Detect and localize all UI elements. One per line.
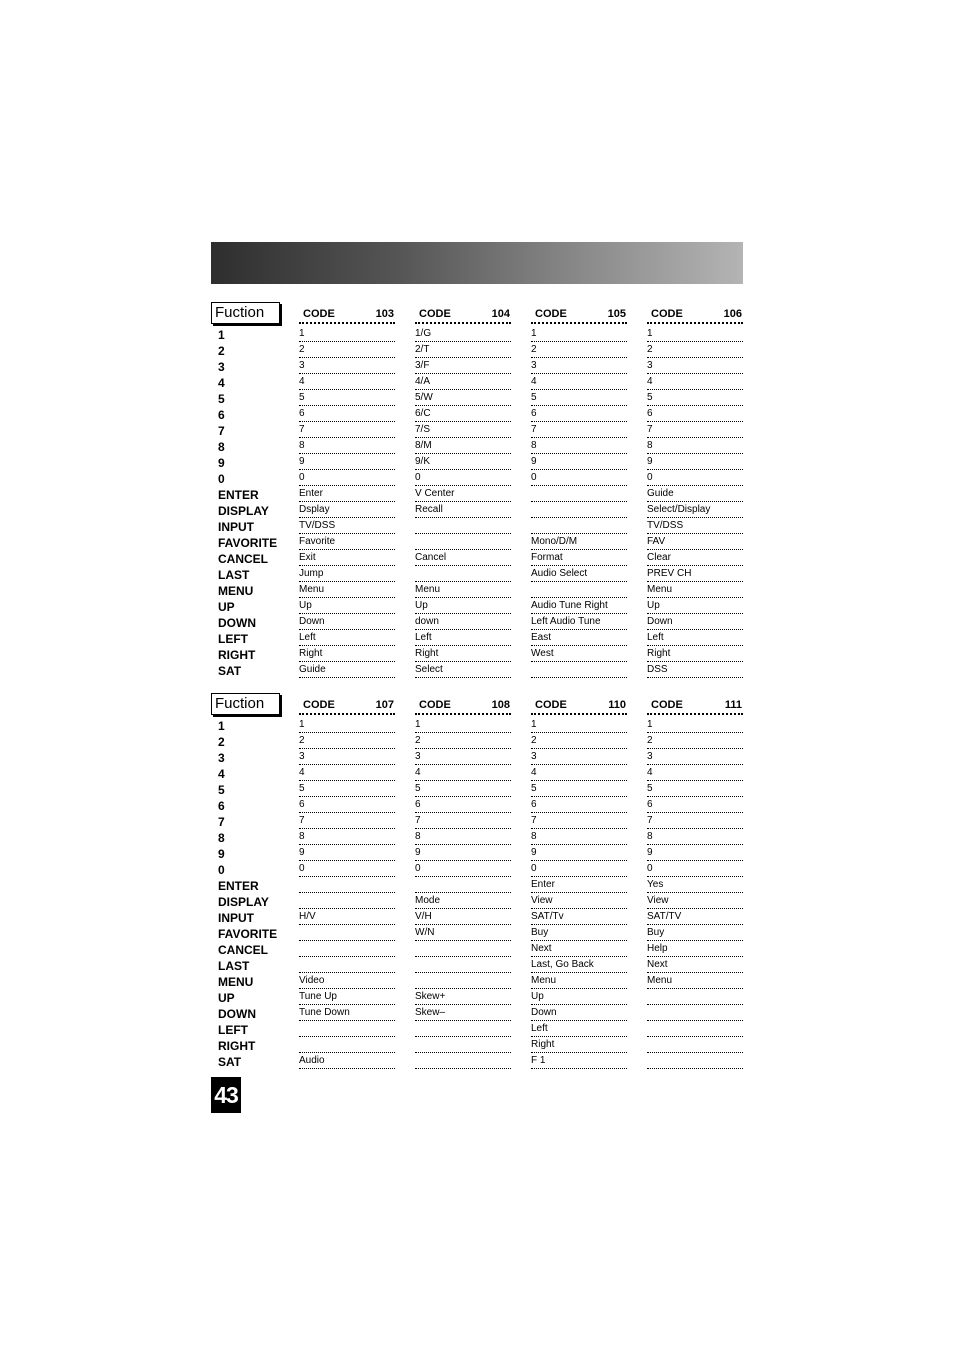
function-label: ENTER bbox=[218, 488, 259, 502]
function-label: DISPLAY bbox=[218, 504, 269, 518]
code-cell: 3 bbox=[299, 358, 395, 374]
code-cell: 1 bbox=[415, 717, 511, 733]
code-cell bbox=[415, 534, 511, 550]
code-cell: W/N bbox=[415, 925, 511, 941]
code-cell: 8 bbox=[531, 438, 627, 454]
code-cell: 8 bbox=[415, 829, 511, 845]
code-cell: 5 bbox=[647, 781, 743, 797]
code-cell: 2 bbox=[531, 342, 627, 358]
code-number: 107 bbox=[375, 699, 394, 711]
code-cell: Left bbox=[415, 630, 511, 646]
code-cell: Clear bbox=[647, 550, 743, 566]
function-label: FAVORITE bbox=[218, 536, 278, 550]
code-cell: 1 bbox=[531, 326, 627, 342]
code-cell: Skew– bbox=[415, 1005, 511, 1021]
function-label: CANCEL bbox=[218, 943, 268, 957]
code-cell: Recall bbox=[415, 502, 511, 518]
code-cell: Down bbox=[531, 1005, 627, 1021]
code-table-section-1 bbox=[211, 302, 744, 682]
code-cell: 5 bbox=[415, 781, 511, 797]
code-cell: East bbox=[531, 630, 627, 646]
function-header: Fuction bbox=[211, 693, 280, 715]
code-cell: Left bbox=[299, 630, 395, 646]
code-cell: Video bbox=[299, 973, 395, 989]
code-cell: 8 bbox=[647, 829, 743, 845]
code-cell: 7 bbox=[415, 813, 511, 829]
code-cell: West bbox=[531, 646, 627, 662]
function-label: 4 bbox=[218, 767, 225, 781]
code-cell: 9/K bbox=[415, 454, 511, 470]
code-cell: 5 bbox=[299, 390, 395, 406]
function-label: SAT bbox=[218, 664, 242, 678]
code-cell: Menu bbox=[415, 582, 511, 598]
code-cell bbox=[415, 1053, 511, 1069]
code-cell bbox=[647, 1005, 743, 1021]
code-cell: 5 bbox=[647, 390, 743, 406]
function-label: 1 bbox=[218, 328, 225, 342]
function-label: DOWN bbox=[218, 616, 256, 630]
code-cell: 6 bbox=[531, 406, 627, 422]
code-cell: 4 bbox=[415, 765, 511, 781]
code-cell bbox=[299, 1037, 395, 1053]
code-cell: Right bbox=[531, 1037, 627, 1053]
code-cell bbox=[299, 877, 395, 893]
function-label: FAVORITE bbox=[218, 927, 278, 941]
code-label: CODE bbox=[419, 308, 451, 320]
function-label: UP bbox=[218, 600, 235, 614]
function-label: INPUT bbox=[218, 911, 254, 925]
code-label: CODE bbox=[419, 699, 451, 711]
function-label: MENU bbox=[218, 975, 254, 989]
code-column-header bbox=[531, 306, 627, 324]
code-cell: Dsplay bbox=[299, 502, 395, 518]
code-cell: 2/T bbox=[415, 342, 511, 358]
code-cell: Tune Up bbox=[299, 989, 395, 1005]
function-label: 7 bbox=[218, 815, 225, 829]
code-cell: Help bbox=[647, 941, 743, 957]
code-cell: Audio bbox=[299, 1053, 395, 1069]
code-cell: 1 bbox=[299, 326, 395, 342]
function-label: DOWN bbox=[218, 1007, 256, 1021]
code-cell: FAV bbox=[647, 534, 743, 550]
page-number: 43 bbox=[211, 1077, 241, 1113]
function-label: 9 bbox=[218, 847, 225, 861]
code-cell: Last, Go Back bbox=[531, 957, 627, 973]
code-cell: 4 bbox=[647, 765, 743, 781]
code-cell: 8 bbox=[531, 829, 627, 845]
code-number: 104 bbox=[491, 308, 510, 320]
code-cell bbox=[531, 486, 627, 502]
code-cell: 3 bbox=[647, 358, 743, 374]
code-cell: 2 bbox=[647, 733, 743, 749]
function-label: UP bbox=[218, 991, 235, 1005]
code-cell: Left bbox=[531, 1021, 627, 1037]
code-cell bbox=[415, 877, 511, 893]
function-header: Fuction bbox=[211, 302, 280, 324]
function-label: RIGHT bbox=[218, 648, 256, 662]
function-label: 5 bbox=[218, 783, 225, 797]
code-cell: Format bbox=[531, 550, 627, 566]
code-cell: 9 bbox=[299, 454, 395, 470]
function-label: LAST bbox=[218, 568, 250, 582]
code-cell: 1 bbox=[531, 717, 627, 733]
code-cell: TV/DSS bbox=[299, 518, 395, 534]
code-cell: Next bbox=[647, 957, 743, 973]
code-cell bbox=[531, 582, 627, 598]
function-label: 6 bbox=[218, 408, 225, 422]
code-cell: 9 bbox=[415, 845, 511, 861]
code-cell: Jump bbox=[299, 566, 395, 582]
code-cell: 7 bbox=[647, 813, 743, 829]
code-column-header bbox=[415, 697, 511, 715]
code-column-header bbox=[299, 306, 395, 324]
function-label: 2 bbox=[218, 344, 225, 358]
function-label: 0 bbox=[218, 472, 225, 486]
code-number: 105 bbox=[607, 308, 626, 320]
code-cell: 4 bbox=[531, 765, 627, 781]
code-cell: Buy bbox=[647, 925, 743, 941]
code-cell: 4 bbox=[531, 374, 627, 390]
code-column-header bbox=[647, 306, 743, 324]
code-cell: F 1 bbox=[531, 1053, 627, 1069]
code-cell: 7/S bbox=[415, 422, 511, 438]
code-cell: 4 bbox=[299, 374, 395, 390]
function-label: 8 bbox=[218, 440, 225, 454]
code-cell: 4 bbox=[647, 374, 743, 390]
code-cell: 3 bbox=[531, 749, 627, 765]
code-cell: 6 bbox=[299, 797, 395, 813]
code-cell: 1 bbox=[647, 717, 743, 733]
code-cell: Tune Down bbox=[299, 1005, 395, 1021]
code-cell: 7 bbox=[531, 813, 627, 829]
function-label: 4 bbox=[218, 376, 225, 390]
function-label: 6 bbox=[218, 799, 225, 813]
function-label: 9 bbox=[218, 456, 225, 470]
code-cell: 4 bbox=[299, 765, 395, 781]
code-cell: 5 bbox=[531, 390, 627, 406]
code-cell bbox=[415, 957, 511, 973]
code-cell: Right bbox=[647, 646, 743, 662]
code-cell: V/H bbox=[415, 909, 511, 925]
code-label: CODE bbox=[535, 699, 567, 711]
code-cell: 8/M bbox=[415, 438, 511, 454]
code-cell: 0 bbox=[299, 470, 395, 486]
function-label: 5 bbox=[218, 392, 225, 406]
function-label: 2 bbox=[218, 735, 225, 749]
code-number: 108 bbox=[491, 699, 510, 711]
code-cell: View bbox=[647, 893, 743, 909]
code-cell bbox=[647, 989, 743, 1005]
code-cell: 6/C bbox=[415, 406, 511, 422]
code-cell: Down bbox=[299, 614, 395, 630]
code-cell: SAT/Tv bbox=[531, 909, 627, 925]
code-cell: TV/DSS bbox=[647, 518, 743, 534]
code-cell: PREV CH bbox=[647, 566, 743, 582]
code-label: CODE bbox=[303, 699, 335, 711]
function-label: 3 bbox=[218, 360, 225, 374]
code-cell: H/V bbox=[299, 909, 395, 925]
code-cell: Up bbox=[647, 598, 743, 614]
code-label: CODE bbox=[651, 308, 683, 320]
code-cell: 9 bbox=[531, 454, 627, 470]
code-column-header bbox=[531, 697, 627, 715]
code-cell bbox=[299, 1021, 395, 1037]
code-cell: 2 bbox=[299, 342, 395, 358]
code-cell bbox=[415, 518, 511, 534]
code-cell: 7 bbox=[299, 422, 395, 438]
code-cell: Left bbox=[647, 630, 743, 646]
function-label: 3 bbox=[218, 751, 225, 765]
code-cell: 9 bbox=[531, 845, 627, 861]
code-cell: 8 bbox=[299, 438, 395, 454]
code-cell: Skew+ bbox=[415, 989, 511, 1005]
code-cell bbox=[531, 662, 627, 678]
function-label: 7 bbox=[218, 424, 225, 438]
code-cell bbox=[647, 1021, 743, 1037]
code-cell bbox=[415, 566, 511, 582]
code-column-header bbox=[647, 697, 743, 715]
code-cell: Up bbox=[299, 598, 395, 614]
function-label: SAT bbox=[218, 1055, 242, 1069]
function-label: LEFT bbox=[218, 632, 248, 646]
code-cell: Favorite bbox=[299, 534, 395, 550]
code-cell: 5 bbox=[299, 781, 395, 797]
function-label: INPUT bbox=[218, 520, 254, 534]
code-cell: Menu bbox=[647, 973, 743, 989]
code-cell: 9 bbox=[299, 845, 395, 861]
code-label: CODE bbox=[535, 308, 567, 320]
code-cell: down bbox=[415, 614, 511, 630]
code-number: 110 bbox=[608, 699, 626, 711]
code-cell bbox=[415, 1037, 511, 1053]
code-cell bbox=[299, 941, 395, 957]
code-cell: Yes bbox=[647, 877, 743, 893]
code-cell: 6 bbox=[299, 406, 395, 422]
code-cell bbox=[531, 518, 627, 534]
code-cell: 9 bbox=[647, 454, 743, 470]
code-cell bbox=[299, 957, 395, 973]
code-cell: Guide bbox=[299, 662, 395, 678]
code-cell bbox=[531, 502, 627, 518]
code-cell bbox=[647, 1053, 743, 1069]
code-cell: DSS bbox=[647, 662, 743, 678]
function-label: 0 bbox=[218, 863, 225, 877]
code-number: 103 bbox=[375, 308, 394, 320]
code-cell: 4/A bbox=[415, 374, 511, 390]
code-cell: V Center bbox=[415, 486, 511, 502]
code-cell: Guide bbox=[647, 486, 743, 502]
function-label: MENU bbox=[218, 584, 254, 598]
code-cell: Menu bbox=[531, 973, 627, 989]
code-cell: Menu bbox=[299, 582, 395, 598]
code-number: 106 bbox=[723, 308, 742, 320]
code-cell: 9 bbox=[647, 845, 743, 861]
code-cell: Up bbox=[415, 598, 511, 614]
code-cell: 5 bbox=[531, 781, 627, 797]
code-cell: 0 bbox=[415, 470, 511, 486]
code-cell: Audio Tune Right bbox=[531, 598, 627, 614]
code-cell: Select bbox=[415, 662, 511, 678]
function-label: 8 bbox=[218, 831, 225, 845]
code-cell: 7 bbox=[647, 422, 743, 438]
code-cell: 3 bbox=[531, 358, 627, 374]
code-cell: Right bbox=[415, 646, 511, 662]
code-column-header bbox=[299, 697, 395, 715]
code-cell: 6 bbox=[415, 797, 511, 813]
code-cell: 6 bbox=[531, 797, 627, 813]
code-cell: 0 bbox=[299, 861, 395, 877]
code-cell: 0 bbox=[531, 470, 627, 486]
code-cell: 7 bbox=[531, 422, 627, 438]
code-cell: Mono/D/M bbox=[531, 534, 627, 550]
code-cell: Buy bbox=[531, 925, 627, 941]
code-cell: 1 bbox=[647, 326, 743, 342]
code-cell: 8 bbox=[647, 438, 743, 454]
code-cell: 0 bbox=[647, 861, 743, 877]
code-cell bbox=[299, 925, 395, 941]
code-column-header bbox=[415, 306, 511, 324]
code-label: CODE bbox=[651, 699, 683, 711]
code-cell: Audio Select bbox=[531, 566, 627, 582]
code-cell: 2 bbox=[647, 342, 743, 358]
code-cell: 0 bbox=[647, 470, 743, 486]
code-cell: 7 bbox=[299, 813, 395, 829]
code-cell: 0 bbox=[531, 861, 627, 877]
header-bar bbox=[211, 242, 743, 284]
code-cell: Left Audio Tune bbox=[531, 614, 627, 630]
code-cell: 0 bbox=[415, 861, 511, 877]
code-cell: Enter bbox=[299, 486, 395, 502]
function-label: RIGHT bbox=[218, 1039, 256, 1053]
code-cell: 3 bbox=[299, 749, 395, 765]
code-cell: Mode bbox=[415, 893, 511, 909]
code-cell bbox=[299, 893, 395, 909]
code-cell: Up bbox=[531, 989, 627, 1005]
code-cell: 3/F bbox=[415, 358, 511, 374]
function-label: DISPLAY bbox=[218, 895, 269, 909]
code-cell: 3 bbox=[647, 749, 743, 765]
code-cell: Enter bbox=[531, 877, 627, 893]
code-cell: SAT/TV bbox=[647, 909, 743, 925]
code-cell: 1 bbox=[299, 717, 395, 733]
function-label: LAST bbox=[218, 959, 250, 973]
code-cell bbox=[647, 1037, 743, 1053]
code-cell: Next bbox=[531, 941, 627, 957]
code-cell: View bbox=[531, 893, 627, 909]
code-cell bbox=[415, 941, 511, 957]
code-number: 111 bbox=[724, 699, 742, 711]
code-table-section-2 bbox=[211, 693, 744, 1073]
code-cell: 2 bbox=[299, 733, 395, 749]
function-label: CANCEL bbox=[218, 552, 268, 566]
code-cell bbox=[415, 1021, 511, 1037]
code-cell: 2 bbox=[531, 733, 627, 749]
code-cell: Right bbox=[299, 646, 395, 662]
function-label: 1 bbox=[218, 719, 225, 733]
code-label: CODE bbox=[303, 308, 335, 320]
code-cell: Menu bbox=[647, 582, 743, 598]
code-cell: Cancel bbox=[415, 550, 511, 566]
code-cell: 1/G bbox=[415, 326, 511, 342]
code-cell bbox=[415, 973, 511, 989]
code-cell: Exit bbox=[299, 550, 395, 566]
code-cell: 3 bbox=[415, 749, 511, 765]
function-label: LEFT bbox=[218, 1023, 248, 1037]
code-cell: 6 bbox=[647, 406, 743, 422]
code-cell: Down bbox=[647, 614, 743, 630]
code-cell: 5/W bbox=[415, 390, 511, 406]
code-cell: 2 bbox=[415, 733, 511, 749]
function-label: ENTER bbox=[218, 879, 259, 893]
code-cell: Select/Display bbox=[647, 502, 743, 518]
code-cell: 6 bbox=[647, 797, 743, 813]
code-cell: 8 bbox=[299, 829, 395, 845]
